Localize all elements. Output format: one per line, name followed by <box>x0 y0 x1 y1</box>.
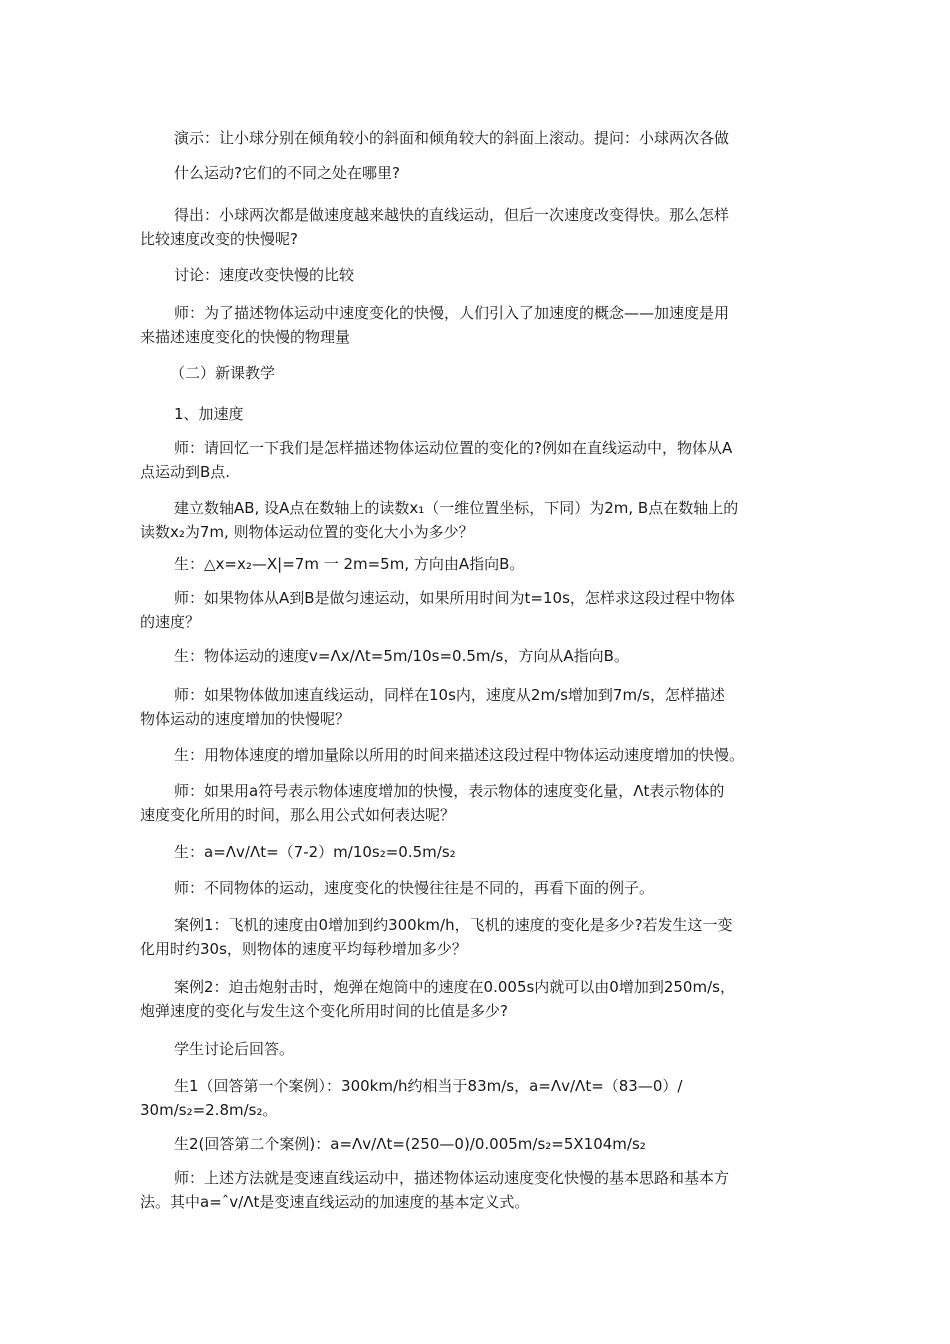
paragraph-uniform-line2: 的速度？ <box>140 613 201 631</box>
paragraph-teacher-intro-line1: 师：为了描述物体运动中速度变化的快慢，人们引入了加速度的概念——加速度是用 <box>174 304 730 322</box>
paragraph-formula-question-line2: 速度变化所用的时间，那么用公式如何表达呢？ <box>140 806 456 824</box>
paragraph-case1-line1: 案例1：飞机的速度由0增加到约300km/h，飞机的速度的变化是多少?若发生这一变 <box>174 916 733 934</box>
paragraph-examples-intro: 师：不同物体的运动，速度变化的快慢往往是不同的，再看下面的例子。 <box>174 879 655 897</box>
paragraph-answer2: 生2(回答第二个案例)：a=Λv/Λt=(250—0)/0.005m/s₂=5X104m/s₂ <box>174 1135 646 1153</box>
paragraph-axis-line2: 读数x₂为7m, 则物体运动位置的变化大小为多少？ <box>140 523 474 541</box>
paragraph-uniform-line1: 师：如果物体从A到B是做匀速运动，如果所用时间为t=10s，怎样求这段过程中物体 <box>174 589 735 607</box>
paragraph-student-velocity: 生：物体运动的速度v=Λx/Λt=5m/10s=0.5m/s，方向从A指向B。 <box>174 647 629 665</box>
paragraph-conclusion-line2: 比较速度改变的快慢呢? <box>140 230 298 248</box>
paragraph-question: 什么运动?它们的不同之处在哪里? <box>174 164 400 182</box>
section-heading-new-lesson: （二）新课教学 <box>170 364 276 382</box>
paragraph-case2-line2: 炮弹速度的变化与发生这个变化所用时间的比值是多少? <box>140 1002 508 1020</box>
paragraph-teacher-intro-line2: 来描述速度变化的快慢的物理量 <box>140 328 351 346</box>
paragraph-answer1-line2: 30m/s₂=2.8m/s₂。 <box>140 1101 278 1119</box>
paragraph-recall-line2: 点运动到B点. <box>140 463 231 481</box>
paragraph-demo: 演示：让小球分别在倾角较小的斜面和倾角较大的斜面上滚动。提问：小球两次各做 <box>174 129 730 147</box>
paragraph-summary-line2: 法。其中a=ˆv/Λt是变速直线运动的加速度的基本定义式。 <box>140 1193 530 1211</box>
paragraph-case2-line1: 案例2：迫击炮射击时，炮弹在炮筒中的速度在0.005s内就可以由0增加到250m/s， <box>174 978 735 996</box>
paragraph-formula-question-line1: 师：如果用a符号表示物体速度增加的快慢，表示物体的速度变化量，Λt表示物体的 <box>174 782 725 800</box>
paragraph-accel-question-line2: 物体运动的速度增加的快慢呢？ <box>140 710 351 728</box>
paragraph-student-displacement: 生：△x=x₂—X|=7m 一 2m=5m, 方向由A指向B。 <box>174 555 525 573</box>
paragraph-answer1-line1: 生1（回答第一个案例）：300km/h约相当于83m/s，a=Λv/Λt=（83—0）/ <box>174 1077 683 1095</box>
paragraph-recall-line1: 师：请回忆一下我们是怎样描述物体运动位置的变化的?例如在直线运动中，物体从A <box>174 439 733 457</box>
subheading-acceleration: 1、加速度 <box>174 405 244 423</box>
paragraph-students-discuss: 学生讨论后回答。 <box>174 1040 295 1058</box>
paragraph-student-increase: 生：用物体速度的增加量除以所用的时间来描述这段过程中物体运动速度增加的快慢。 <box>174 746 745 764</box>
paragraph-summary-line1: 师：上述方法就是变速直线运动中，描述物体运动速度变化快慢的基本思路和基本方 <box>174 1169 730 1187</box>
paragraph-conclusion-line1: 得出：小球两次都是做速度越来越快的直线运动，但后一次速度改变得快。那么怎样 <box>174 206 730 224</box>
document-page <box>140 0 812 1344</box>
paragraph-axis-line1: 建立数轴AB, 设A点在数轴上的读数x₁（一维位置坐标，下同）为2m, B点在数轴上的 <box>174 499 739 517</box>
paragraph-discussion: 讨论：速度改变快慢的比较 <box>174 266 355 284</box>
paragraph-case1-line2: 化用时约30s，则物体的速度平均每秒增加多少？ <box>140 940 467 958</box>
paragraph-accel-question-line1: 师：如果物体做加速直线运动，同样在10s内，速度从2m/s增加到7m/s，怎样描述 <box>174 686 725 704</box>
paragraph-student-formula: 生：a=Λv/Λt=（7-2）m/10s₂=0.5m/s₂ <box>174 843 456 861</box>
